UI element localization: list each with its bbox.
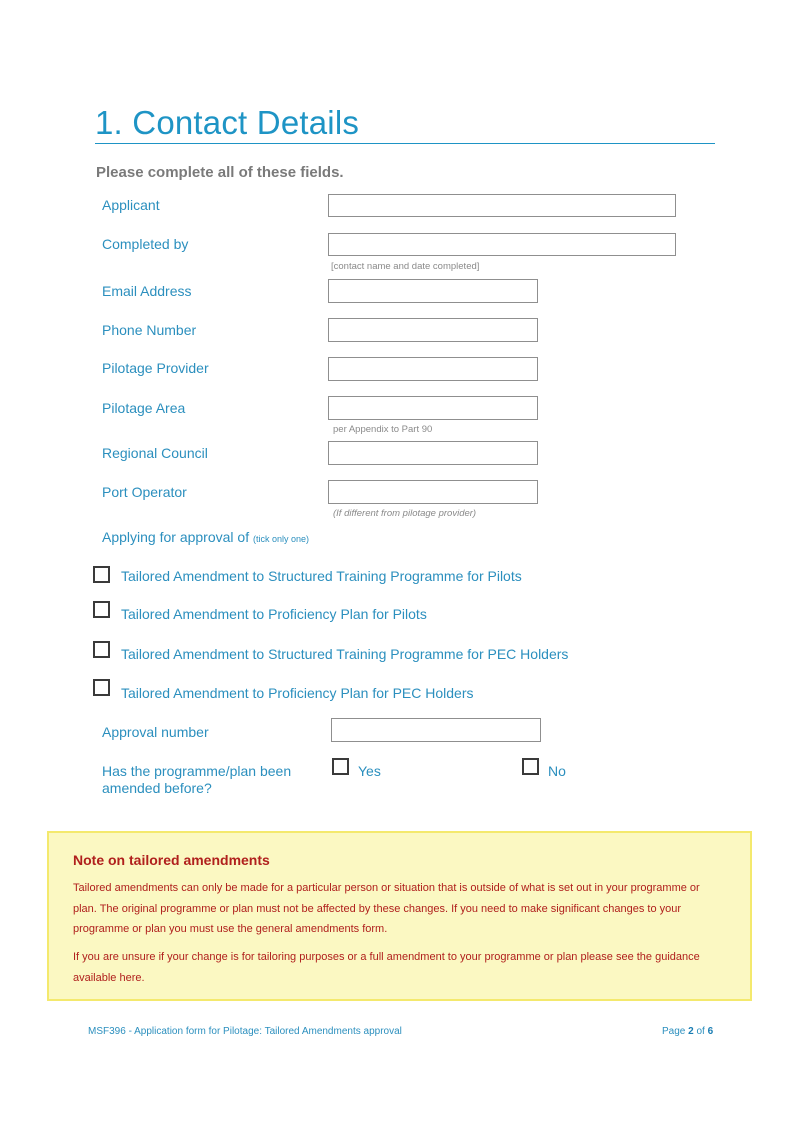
pilotage-area-input[interactable] <box>328 396 538 420</box>
approval-number-input[interactable] <box>331 718 541 742</box>
tick-only-one-note: (tick only one) <box>252 534 310 544</box>
title-underline <box>95 143 715 144</box>
regional-council-input[interactable] <box>328 441 538 465</box>
note-paragraph-1 <box>73 878 733 940</box>
phone-label: Phone Number <box>102 322 197 338</box>
port-operator-label: Port Operator <box>102 484 187 500</box>
option-4-label: Tailored Amendment to Proficiency Plan for PEC Holders <box>121 685 474 701</box>
option-1-checkbox[interactable] <box>93 566 110 583</box>
option-3-checkbox[interactable] <box>93 641 110 658</box>
pilotage-area-label: Pilotage Area <box>102 400 186 416</box>
amended-yes-label: Yes <box>358 763 381 779</box>
page-current: 2 <box>688 1026 694 1037</box>
page-total: 6 <box>707 1026 714 1037</box>
regional-council-label: Regional Council <box>102 445 208 461</box>
amended-before-label-line2: amended before? <box>102 780 212 796</box>
port-operator-input[interactable] <box>328 480 538 504</box>
note-para1-line2: plan. The original programme or plan must not be affected by these changes. If you need to make significant changes to your <box>73 902 682 915</box>
page-of: of <box>696 1026 705 1037</box>
approval-number-label: Approval number <box>102 724 209 740</box>
option-1-label: Tailored Amendment to Structured Training Programme for Pilots <box>121 568 522 584</box>
amended-yes-checkbox[interactable] <box>332 758 349 775</box>
option-2-checkbox[interactable] <box>93 601 110 618</box>
applicant-input[interactable] <box>328 194 676 217</box>
port-operator-hint: (If different from pilotage provider) <box>333 508 477 519</box>
pilotage-provider-label: Pilotage Provider <box>102 360 209 376</box>
option-3-label: Tailored Amendment to Structured Training Programme for PEC Holders <box>121 646 569 662</box>
option-4-checkbox[interactable] <box>93 679 110 696</box>
option-2-label: Tailored Amendment to Proficiency Plan for Pilots <box>121 606 427 622</box>
completed-by-input[interactable] <box>328 233 676 256</box>
note-para1-line1: Tailored amendments can only be made for a particular person or situation that is outside of what is set out in your programme or <box>73 882 700 894</box>
note-para2-line2[interactable]: available here. <box>73 971 145 984</box>
footer-form-name: MSF396 - Application form for Pilotage: Tailored Amendments approval <box>88 1026 402 1037</box>
amended-before-label-line1: Has the programme/plan been <box>102 763 292 779</box>
pilotage-provider-input[interactable] <box>328 357 538 381</box>
amended-no-checkbox[interactable] <box>522 758 539 775</box>
page-title: 1. Contact Details <box>95 104 360 141</box>
completed-by-hint: [contact name and date completed] <box>331 261 480 272</box>
applying-for-label <box>102 529 309 545</box>
pilotage-area-hint: per Appendix to Part 90 <box>333 424 433 435</box>
email-label: Email Address <box>102 283 192 299</box>
footer-page-number <box>662 1026 713 1037</box>
completed-by-label: Completed by <box>102 236 189 252</box>
note-paragraph-2 <box>73 947 733 988</box>
amended-no-label: No <box>548 763 566 779</box>
note-title: Note on tailored amendments <box>73 852 270 868</box>
phone-input[interactable] <box>328 318 538 342</box>
note-para2-line1: If you are unsure if your change is for tailoring purposes or a full amendment to your programme or plan please see the guidance <box>73 951 700 963</box>
note-para1-line3: programme or plan you must use the general amendments form. <box>73 923 388 935</box>
form-instruction: Please complete all of these fields. <box>96 164 344 181</box>
applying-for-text: Applying for approval of <box>102 529 250 545</box>
email-input[interactable] <box>328 279 538 303</box>
page-prefix: Page <box>662 1026 686 1037</box>
applicant-label: Applicant <box>102 197 160 213</box>
